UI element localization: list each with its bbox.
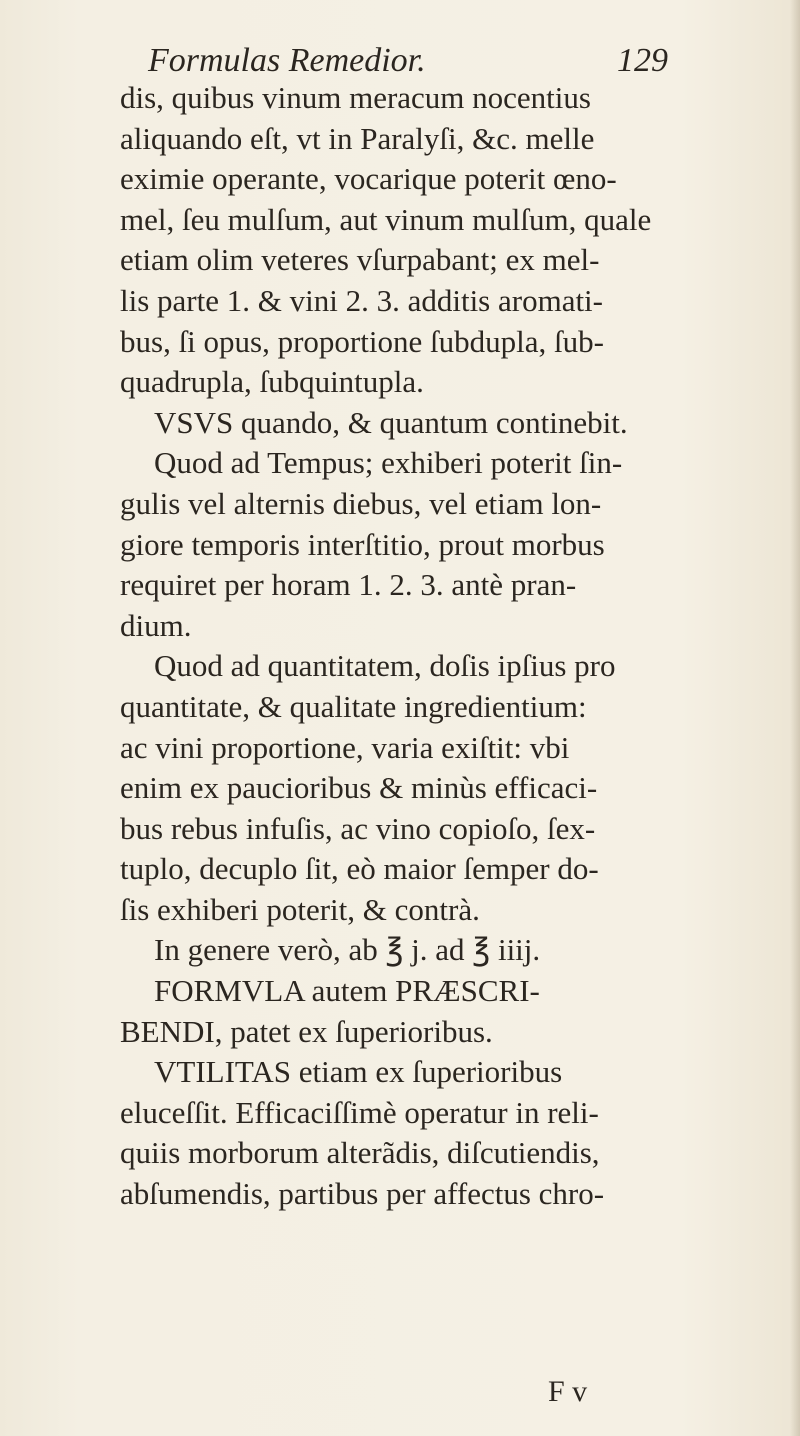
text-line: BENDI, patet ex ſuperioribus. — [120, 1013, 493, 1049]
paragraph-start-usus: VSVS quando, & quantum continebit. — [154, 404, 628, 440]
text-line: lis parte 1. & vini 2. 3. additis aromati- — [120, 282, 603, 318]
page-number: 129 — [617, 42, 668, 79]
text-line: giore temporis interſtitio, prout morbus — [120, 526, 605, 562]
paragraph-start-quantitas: Quod ad quantitatem, doſis ipſius pro — [154, 648, 616, 684]
paragraph-start-utilitas: VTILITAS etiam ex ſuperioribus — [154, 1054, 563, 1090]
text-line: etiam olim veteres vſurpabant; ex mel- — [120, 242, 600, 278]
text-line: eximie operante, vocarique poterit œno- — [120, 161, 617, 197]
body-text — [120, 78, 720, 1215]
text-line: aliquando eſt, vt in Paralyſi, &c. melle — [120, 120, 595, 156]
text-line: dis, quibus vinum meracum nocentius — [120, 80, 591, 115]
text-line: ſis exhiberi poterit, & contrà. — [120, 891, 480, 927]
text-line: quadrupla, ſubquintupla. — [120, 364, 424, 400]
text-line: requiret per horam 1. 2. 3. antè pran- — [120, 567, 577, 603]
paragraph-start-genere: In genere verò, ab ℥ j. ad ℥ iiij. — [154, 932, 541, 968]
text-line: eluceſſit. Efficaciſſimè operatur in reli- — [120, 1094, 599, 1130]
paragraph-start-tempus: Quod ad Tempus; exhiberi poterit ſin- — [154, 445, 623, 481]
text-line: bus, ſi opus, proportione ſubdupla, ſub- — [120, 323, 604, 359]
paragraph-start-formula: FORMVLA autem PRÆSCRI- — [154, 973, 540, 1009]
text-line: mel, ſeu mulſum, aut vinum mulſum, quale — [120, 201, 652, 237]
text-line: quiis morborum alterãdis, diſcutiendis, — [120, 1135, 600, 1171]
text-line: quantitate, & qualitate ingredientium: — [120, 688, 587, 724]
text-line: abſumendis, partibus per affectus chro- — [120, 1176, 605, 1212]
text-line: tuplo, decuplo ſit, eò maior ſemper do- — [120, 851, 599, 887]
text-line: enim ex paucioribus & minùs efficaci- — [120, 770, 598, 806]
text-line: bus rebus infuſis, ac vino copioſo, ſex- — [120, 810, 596, 846]
signature-mark: F v — [548, 1375, 588, 1408]
text-line: ac vini proportione, varia exiſtit: vbi — [120, 729, 570, 765]
page-edge-shadow — [790, 0, 800, 1436]
text-line: gulis vel alternis diebus, vel etiam lon- — [120, 485, 602, 521]
text-line: dium. — [120, 607, 192, 643]
running-title: Formulas Remedior. — [148, 42, 426, 79]
